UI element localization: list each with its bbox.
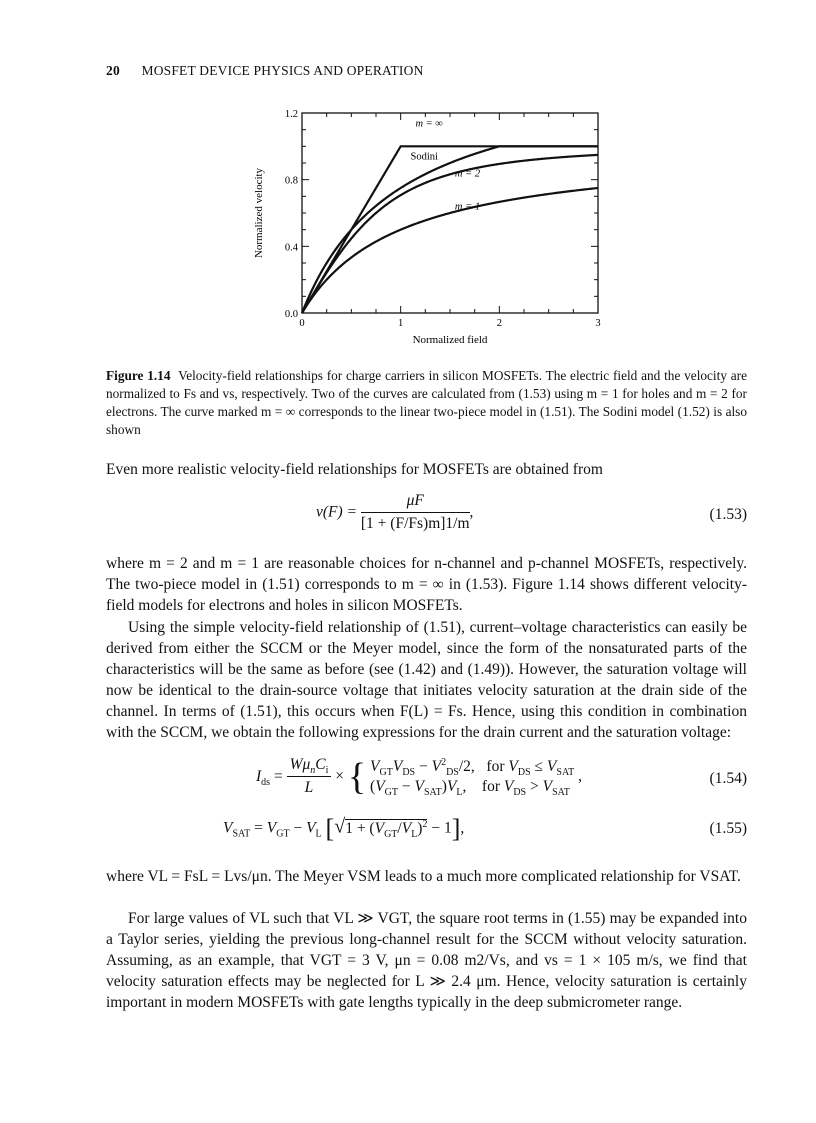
eq153-numerator: μF bbox=[361, 492, 470, 513]
eq153-lhs: v(F) = bbox=[316, 503, 358, 521]
caption-label: Figure 1.14 bbox=[106, 368, 171, 383]
eq155-number: (1.55) bbox=[709, 820, 747, 837]
caption-text: Velocity-field relationships for charge carriers in silicon MOSFETs. The electric field and the velocity are normalized to Fs and vs, respectively. Two of the curves are calculated from (1.53) using m = 1 for holes and m = 2 for electrons. The curve marked m = ∞ corresponds to the linear two-piece model in (1.51). The Sodini model (1.52) is also shown bbox=[106, 368, 747, 437]
x-tick-label: 3 bbox=[595, 318, 601, 329]
x-tick-label: 0 bbox=[299, 318, 305, 329]
chart-curves bbox=[302, 146, 598, 313]
velocity-field-chart bbox=[240, 98, 610, 353]
page-number: 20 bbox=[106, 63, 120, 78]
curve-annotation: Sodini bbox=[410, 151, 438, 163]
y-tick-label: 0.0 bbox=[284, 309, 298, 320]
running-title: MOSFET DEVICE PHYSICS AND OPERATION bbox=[141, 63, 424, 78]
y-tick-label: 1.2 bbox=[284, 109, 298, 120]
paragraph-intro: Even more realistic velocity-field relationships for MOSFETs are obtained from bbox=[106, 461, 603, 478]
curve-annotation: m = ∞ bbox=[415, 118, 443, 130]
paragraph-5: For large values of VL such that VL ≫ VGT, the square root terms in (1.55) may be expanded into a Taylor series, yielding the previous long-channel result for the SCCM without velocity saturation. Assuming, as an example, that VGT = 3 V, μn = 0.08 m2/Vs, and vs = 1 × 105 m/s, we find that velocity saturation effects may be neglected for L ≫ 2.4 μm. Hence, velocity saturation is certainly important in modern MOSFETs with gate lengths typically in the deep submicrometer range. bbox=[106, 910, 747, 1011]
eq153-number: (1.53) bbox=[709, 506, 747, 523]
eq154-number: (1.54) bbox=[709, 770, 747, 787]
y-tick-label: 0.4 bbox=[284, 242, 298, 254]
equation-1-53: v(F) = $\frac{\mu F}{[1 + (F/Fs)m]1/m}$ , (1.53) bbox=[316, 492, 747, 532]
curve-sodini bbox=[302, 146, 598, 313]
y-tick-label: 0.8 bbox=[284, 175, 298, 187]
page-header bbox=[106, 63, 424, 79]
equation-1-54: $I_{ds}$ = $\frac{W\mu_nC_i}{L}$ × { $V_{GT}V_{DS} - V^2_{DS}/2$, for $V_{DS} \le V_{SAT}$ $(V_{GT} - V_{SAT})V_L$, for $V_{DS} > V_{SAT}$ , (1.54) bbox=[256, 755, 747, 798]
x-tick-label: 1 bbox=[398, 318, 404, 329]
curve-m-infinity bbox=[302, 146, 598, 313]
x-tick-label: 2 bbox=[496, 318, 502, 329]
y-axis-label: Normalized velocity bbox=[253, 167, 265, 259]
figure-caption bbox=[106, 367, 747, 439]
paragraph-3: Using the simple velocity-field relationship of (1.51), current–voltage characteristics can easily be derived from either the SCCM or the Meyer model, since the form of the nonsaturated parts of the characteristics will be the same as before (see (1.42) and (1.49)). However, the saturation voltage will now be identical to the drain-source voltage that initiates velocity saturation at the drain side of the channel. In terms of (1.51), this occurs when F(L) = Fs. Hence, using this condition in combination with the SCCM, we obtain the following expressions for the drain current and the saturation voltage: bbox=[106, 619, 747, 741]
paragraph-2: where m = 2 and m = 1 are reasonable choices for n-channel and p-channel MOSFETs, respectively. The two-piece model in (1.51) corresponds to m = ∞ in (1.53). Figure 1.14 shows different velocity-field models for electrons and holes in silicon MOSFETs. bbox=[106, 555, 747, 614]
eq153-denominator: [1 + (F/Fs)m]1/m bbox=[360, 515, 470, 532]
curve-annotation: m = 1 bbox=[454, 201, 481, 213]
paragraph-4: where VL = FsL = Lvs/μn. The Meyer VSM leads to a much more complicated relationship for VSAT. bbox=[106, 868, 741, 885]
curve-m-1 bbox=[302, 188, 598, 313]
x-axis-label: Normalized field bbox=[412, 334, 488, 346]
curve-annotation: m = 2 bbox=[454, 168, 481, 180]
equation-1-55: $V_{SAT} = V_{GT} - V_L$ $[√1 + (V_{GT}/V_L)^2 - 1]$, (1.55) bbox=[223, 814, 747, 843]
